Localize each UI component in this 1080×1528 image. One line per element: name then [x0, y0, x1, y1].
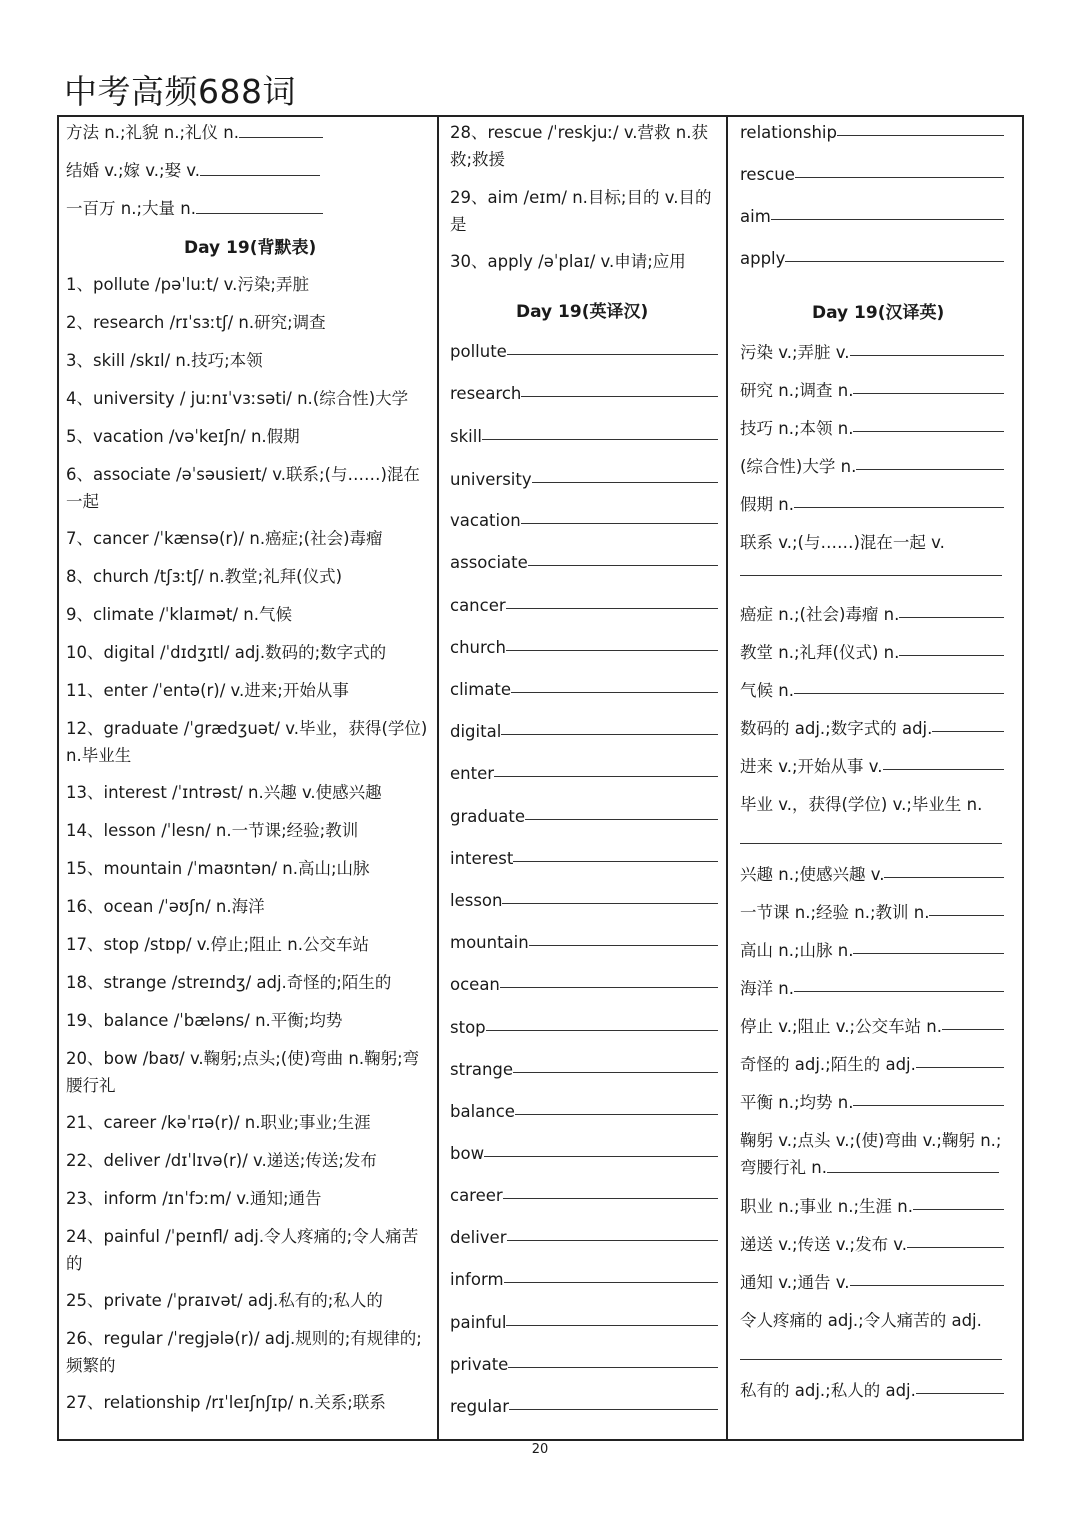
- translation-prompt: [740, 1127, 1004, 1181]
- prompt-text: 一节课 n.;经验 n.;教训 n.: [740, 903, 930, 922]
- vocab-entry: 6、associate /əˈsəusieɪt/ v.联系;(与……)混在一起: [66, 465, 420, 511]
- answer-blank: [853, 937, 1004, 954]
- translation-prompt: [740, 899, 1004, 926]
- prompt-text: 毕业 v.，获得(学位) v.;毕业生 n.: [740, 795, 983, 814]
- answer-blank: [785, 245, 1004, 262]
- translation-prompt: [740, 1377, 1004, 1404]
- prompt-word: climate: [450, 680, 512, 699]
- page-title: 中考高频688词: [64, 72, 296, 111]
- translation-prompt: [450, 1393, 718, 1420]
- prompt-word: mountain: [450, 933, 529, 952]
- column-divider: [437, 117, 439, 1439]
- answer-blank: [850, 339, 1004, 356]
- vocab-entry: 17、stop /stɒp/ v.停止;阻止 n.公交车站: [66, 935, 369, 954]
- prompt-word: cancer: [450, 596, 506, 615]
- prompt-word: church: [450, 638, 506, 657]
- translation-prompt: [740, 1269, 1004, 1296]
- prompt-word: painful: [450, 1313, 507, 1332]
- answer-blank: [525, 803, 718, 820]
- prompt-word: digital: [450, 722, 502, 741]
- prompt-text: 进来 v.;开始从事 v.: [740, 757, 883, 776]
- answer-blank: [899, 639, 1004, 656]
- prompt-text: 奇怪的 adj.;陌生的 adj.: [740, 1055, 916, 1074]
- prompt-word: graduate: [450, 807, 526, 826]
- answer-blank: [856, 453, 1004, 470]
- prompt-word: regular: [450, 1397, 509, 1416]
- translation-prompt: [450, 803, 718, 830]
- vocab-entry: 13、interest /ˈɪntrəst/ n.兴趣 v.使感兴趣: [66, 783, 382, 802]
- translation-prompt: [740, 1307, 1004, 1334]
- leftover-prompt: [66, 157, 320, 184]
- translation-prompt: [450, 423, 718, 450]
- translation-prompt: [450, 592, 718, 619]
- answer-blank: [482, 423, 718, 440]
- translation-prompt: [740, 791, 1004, 818]
- translation-prompt: [740, 937, 1004, 964]
- answer-blank: [500, 971, 718, 988]
- translation-prompt: [740, 639, 1004, 666]
- answer-blank: [513, 1056, 718, 1073]
- leftover-prompt: [740, 119, 1004, 146]
- prompt-text: 停止 v.;阻止 v.;公交车站 n.: [740, 1017, 943, 1036]
- answer-blank: [502, 887, 718, 904]
- answer-blank: [907, 1231, 1004, 1248]
- translation-prompt: [740, 529, 1004, 556]
- translation-prompt: [740, 861, 1004, 888]
- answer-blank: [507, 338, 718, 355]
- prompt-word: strange: [450, 1060, 514, 1079]
- prompt-text: 方法 n.;礼貌 n.;礼仪 n.: [66, 123, 239, 142]
- translation-prompt: [450, 1056, 718, 1083]
- vocab-entry: 26、regular /ˈregjələ(r)/ adj.规则的;有规律的;频繁的: [66, 1329, 422, 1375]
- leftover-prompt: [740, 161, 1004, 188]
- answer-blank: [942, 1013, 1004, 1030]
- vocab-entry: 9、climate /ˈklaɪmət/ n.气候: [66, 605, 292, 624]
- column-divider: [726, 117, 728, 1439]
- translation-prompt: [740, 415, 1004, 442]
- vocab-entry: 12、graduate /ˈɡrædʒuət/ v.毕业，获得(学位) n.毕业生: [66, 719, 428, 765]
- translation-prompt: [740, 1051, 1004, 1078]
- prompt-word: stop: [450, 1018, 486, 1037]
- prompt-word: apply: [740, 249, 786, 268]
- prompt-text: 假期 n.: [740, 495, 794, 514]
- prompt-word: vacation: [450, 511, 521, 530]
- prompt-word: balance: [450, 1102, 515, 1121]
- translation-prompt: [740, 1013, 1004, 1040]
- answer-blank: [484, 1140, 718, 1157]
- leftover-prompt: [740, 245, 1004, 272]
- answer-blank: [532, 466, 718, 483]
- answer-blank: [916, 1051, 1004, 1068]
- translation-prompt: [450, 1351, 718, 1378]
- translation-prompt: [450, 760, 718, 787]
- translation-prompt: [450, 1140, 718, 1167]
- prompt-text: 技巧 n.;本领 n.: [740, 419, 854, 438]
- answer-blank: [794, 491, 1004, 508]
- answer-blank: [916, 1377, 1004, 1394]
- translation-prompt: [450, 1098, 718, 1125]
- prompt-text: 海洋 n.: [740, 979, 794, 998]
- translation-prompt: [740, 1193, 1004, 1220]
- worksheet-table: [57, 115, 1024, 1441]
- vocab-entry: 16、ocean /ˈəʊʃn/ n.海洋: [66, 897, 265, 916]
- prompt-word: enter: [450, 764, 495, 783]
- prompt-word: ocean: [450, 975, 500, 994]
- vocab-entry: 23、inform /ɪnˈfɔːm/ v.通知;通告: [66, 1189, 322, 1208]
- prompt-word: rescue: [740, 165, 795, 184]
- answer-blank: [507, 1224, 719, 1241]
- prompt-text: 职业 n.;事业 n.;生涯 n.: [740, 1197, 913, 1216]
- prompt-text: 高山 n.;山脉 n.: [740, 941, 854, 960]
- prompt-text: 通知 v.;通告 v.: [740, 1273, 850, 1292]
- translation-prompt: [450, 507, 718, 534]
- vocab-entry: 2、research /rɪˈsɜːtʃ/ n.研究;调查: [66, 313, 326, 332]
- vocab-entry: 25、private /ˈpraɪvət/ adj.私有的;私人的: [66, 1291, 383, 1310]
- prompt-word: inform: [450, 1270, 504, 1289]
- translation-prompt: [740, 377, 1004, 404]
- answer-blank: [513, 845, 718, 862]
- answer-blank: [511, 676, 718, 693]
- translation-prompt: [740, 677, 1004, 704]
- prompt-text: 递送 v.;传送 v.;发布 v.: [740, 1235, 908, 1254]
- prompt-text: 结婚 v.;嫁 v.;娶 v.: [66, 161, 201, 180]
- vocab-entry: 28、rescue /ˈreskjuː/ v.营救 n.获救;救援: [450, 123, 708, 169]
- vocab-entry: 20、bow /baʊ/ v.鞠躬;点头;(使)弯曲 n.鞠躬;弯腰行礼: [66, 1049, 420, 1095]
- leftover-prompt: [66, 119, 323, 146]
- answer-blank: [837, 119, 1004, 136]
- section-title-zh-to-en: Day 19(汉译英): [812, 303, 945, 323]
- section-title-en-to-zh: Day 19(英译汉): [516, 302, 649, 322]
- answer-blank: [509, 1393, 718, 1410]
- vocab-entry: 14、lesson /ˈlesn/ n.一节课;经验;教训: [66, 821, 359, 840]
- translation-prompt: [450, 1014, 718, 1041]
- answer-blank: [853, 377, 1004, 394]
- answer-blank: [884, 861, 1004, 878]
- answer-blank: [740, 1359, 1002, 1360]
- translation-prompt: [740, 753, 1004, 780]
- leftover-prompt: [740, 203, 1004, 230]
- translation-prompt: [450, 971, 718, 998]
- vocab-entry: 11、enter /ˈentə(r)/ v.进来;开始从事: [66, 681, 349, 700]
- translation-prompt: [450, 380, 718, 407]
- prompt-text: 数码的 adj.;数字式的 adj.: [740, 719, 933, 738]
- answer-blank: [515, 1098, 718, 1115]
- vocab-entry: 4、university / juːnɪˈvɜːsəti/ n.(综合性)大学: [66, 389, 409, 408]
- answer-blank: [853, 1089, 1004, 1106]
- prompt-word: interest: [450, 849, 514, 868]
- answer-blank: [827, 1156, 999, 1173]
- translation-prompt: [450, 338, 718, 365]
- answer-blank: [913, 1193, 1004, 1210]
- vocab-entry: 15、mountain /ˈmaʊntən/ n.高山;山脉: [66, 859, 370, 878]
- answer-blank: [899, 601, 1004, 618]
- vocab-entry: 8、church /tʃɜːtʃ/ n.教堂;礼拜(仪式): [66, 567, 343, 586]
- prompt-word: university: [450, 470, 532, 489]
- answer-blank: [850, 1269, 1004, 1286]
- answer-blank: [929, 899, 1004, 916]
- vocab-entry: 22、deliver /dɪˈlɪvə(r)/ v.递送;传送;发布: [66, 1151, 377, 1170]
- prompt-word: career: [450, 1186, 503, 1205]
- prompt-text: 癌症 n.;(社会)毒瘤 n.: [740, 605, 900, 624]
- prompt-word: research: [450, 384, 522, 403]
- prompt-text: 联系 v.;(与……)混在一起 v.: [740, 533, 945, 552]
- prompt-text: 气候 n.: [740, 681, 794, 700]
- translation-prompt: [740, 601, 1004, 628]
- answer-blank: [740, 575, 1002, 576]
- answer-blank: [196, 197, 323, 214]
- prompt-word: private: [450, 1355, 509, 1374]
- page-number: 20: [531, 1442, 549, 1457]
- prompt-word: deliver: [450, 1228, 507, 1247]
- prompt-text: 私有的 adj.;私人的 adj.: [740, 1381, 916, 1400]
- translation-prompt: [450, 634, 718, 661]
- vocab-entry: 5、vacation /vəˈkeɪʃn/ n.假期: [66, 427, 300, 446]
- prompt-text: 研究 n.;调查 n.: [740, 381, 854, 400]
- translation-prompt: [450, 1309, 718, 1336]
- vocab-entry: 18、strange /streɪndʒ/ adj.奇怪的;陌生的: [66, 973, 392, 992]
- answer-blank: [883, 753, 1004, 770]
- vocab-entry: 30、apply /əˈplaɪ/ v.申请;应用: [450, 252, 686, 271]
- answer-blank: [503, 1182, 718, 1199]
- answer-blank: [506, 592, 718, 609]
- prompt-text: 一百万 n.;大量 n.: [66, 199, 196, 218]
- answer-blank: [740, 843, 1002, 844]
- translation-prompt: [450, 1182, 718, 1209]
- prompt-text: (综合性)大学 n.: [740, 457, 857, 476]
- prompt-text: 令人疼痛的 adj.;令人痛苦的 adj.: [740, 1311, 982, 1330]
- translation-prompt: [740, 453, 1004, 480]
- answer-blank: [239, 121, 323, 138]
- answer-blank: [521, 507, 718, 524]
- translation-prompt: [740, 715, 1004, 742]
- vocab-entry: 29、aim /eɪm/ n.目标;目的 v.目的是: [450, 188, 712, 234]
- translation-prompt: [450, 466, 718, 493]
- answer-blank: [501, 718, 718, 735]
- answer-blank: [794, 677, 1004, 694]
- prompt-word: associate: [450, 553, 528, 572]
- answer-blank: [932, 715, 1004, 732]
- prompt-word: bow: [450, 1144, 485, 1163]
- answer-blank: [771, 203, 1004, 220]
- translation-prompt: [450, 718, 718, 745]
- vocab-entry: 10、digital /ˈdɪdʒɪtl/ adj.数码的;数字式的: [66, 643, 387, 662]
- vocab-entry: 1、pollute /pəˈluːt/ v.污染;弄脏: [66, 275, 309, 294]
- vocab-entry: 3、skill /skɪl/ n.技巧;本领: [66, 351, 263, 370]
- prompt-text: 兴趣 n.;使感兴趣 v.: [740, 865, 885, 884]
- translation-prompt: [740, 975, 1004, 1002]
- translation-prompt: [450, 549, 718, 576]
- vocab-entry: 24、painful /ˈpeɪnfl/ adj.令人疼痛的;令人痛苦的: [66, 1227, 419, 1273]
- answer-blank: [494, 760, 718, 777]
- translation-prompt: [450, 676, 718, 703]
- translation-prompt: [740, 491, 1004, 518]
- answer-blank: [853, 415, 1004, 432]
- answer-blank: [486, 1014, 718, 1031]
- vocab-entry: 19、balance /ˈbæləns/ n.平衡;均势: [66, 1011, 343, 1030]
- prompt-text: 教堂 n.;礼拜(仪式) n.: [740, 643, 900, 662]
- answer-blank: [794, 975, 1004, 992]
- answer-blank: [506, 1309, 718, 1326]
- answer-blank: [795, 161, 1004, 178]
- translation-prompt: [740, 1231, 1004, 1258]
- translation-prompt: [450, 887, 718, 914]
- answer-blank: [528, 549, 718, 566]
- translation-prompt: [740, 339, 1004, 366]
- prompt-word: lesson: [450, 891, 503, 910]
- prompt-text: 平衡 n.;均势 n.: [740, 1093, 854, 1112]
- prompt-text: 鞠躬 v.;点头 v.;(使)弯曲 v.;鞠躬 n.;弯腰行礼 n.: [740, 1131, 1002, 1177]
- vocab-entry: 7、cancer /ˈkænsə(r)/ n.癌症;(社会)毒瘤: [66, 529, 383, 548]
- prompt-text: 污染 v.;弄脏 v.: [740, 343, 850, 362]
- answer-blank: [508, 1351, 718, 1368]
- prompt-word: pollute: [450, 342, 507, 361]
- prompt-word: skill: [450, 427, 482, 446]
- answer-blank: [504, 1266, 718, 1283]
- answer-blank: [529, 929, 718, 946]
- translation-prompt: [740, 1089, 1004, 1116]
- section-title-recite: Day 19(背默表): [184, 238, 317, 258]
- translation-prompt: [450, 1224, 718, 1251]
- vocab-entry: 21、career /kəˈrɪə(r)/ n.职业;事业;生涯: [66, 1113, 371, 1132]
- translation-prompt: [450, 929, 718, 956]
- translation-prompt: [450, 845, 718, 872]
- translation-prompt: [450, 1266, 718, 1293]
- prompt-word: relationship: [740, 123, 837, 142]
- prompt-word: aim: [740, 207, 771, 226]
- answer-blank: [521, 380, 718, 397]
- vocab-entry: 27、relationship /rɪˈleɪʃnʃɪp/ n.关系;联系: [66, 1393, 386, 1412]
- leftover-prompt: [66, 195, 323, 222]
- answer-blank: [506, 634, 718, 651]
- answer-blank: [200, 159, 320, 176]
